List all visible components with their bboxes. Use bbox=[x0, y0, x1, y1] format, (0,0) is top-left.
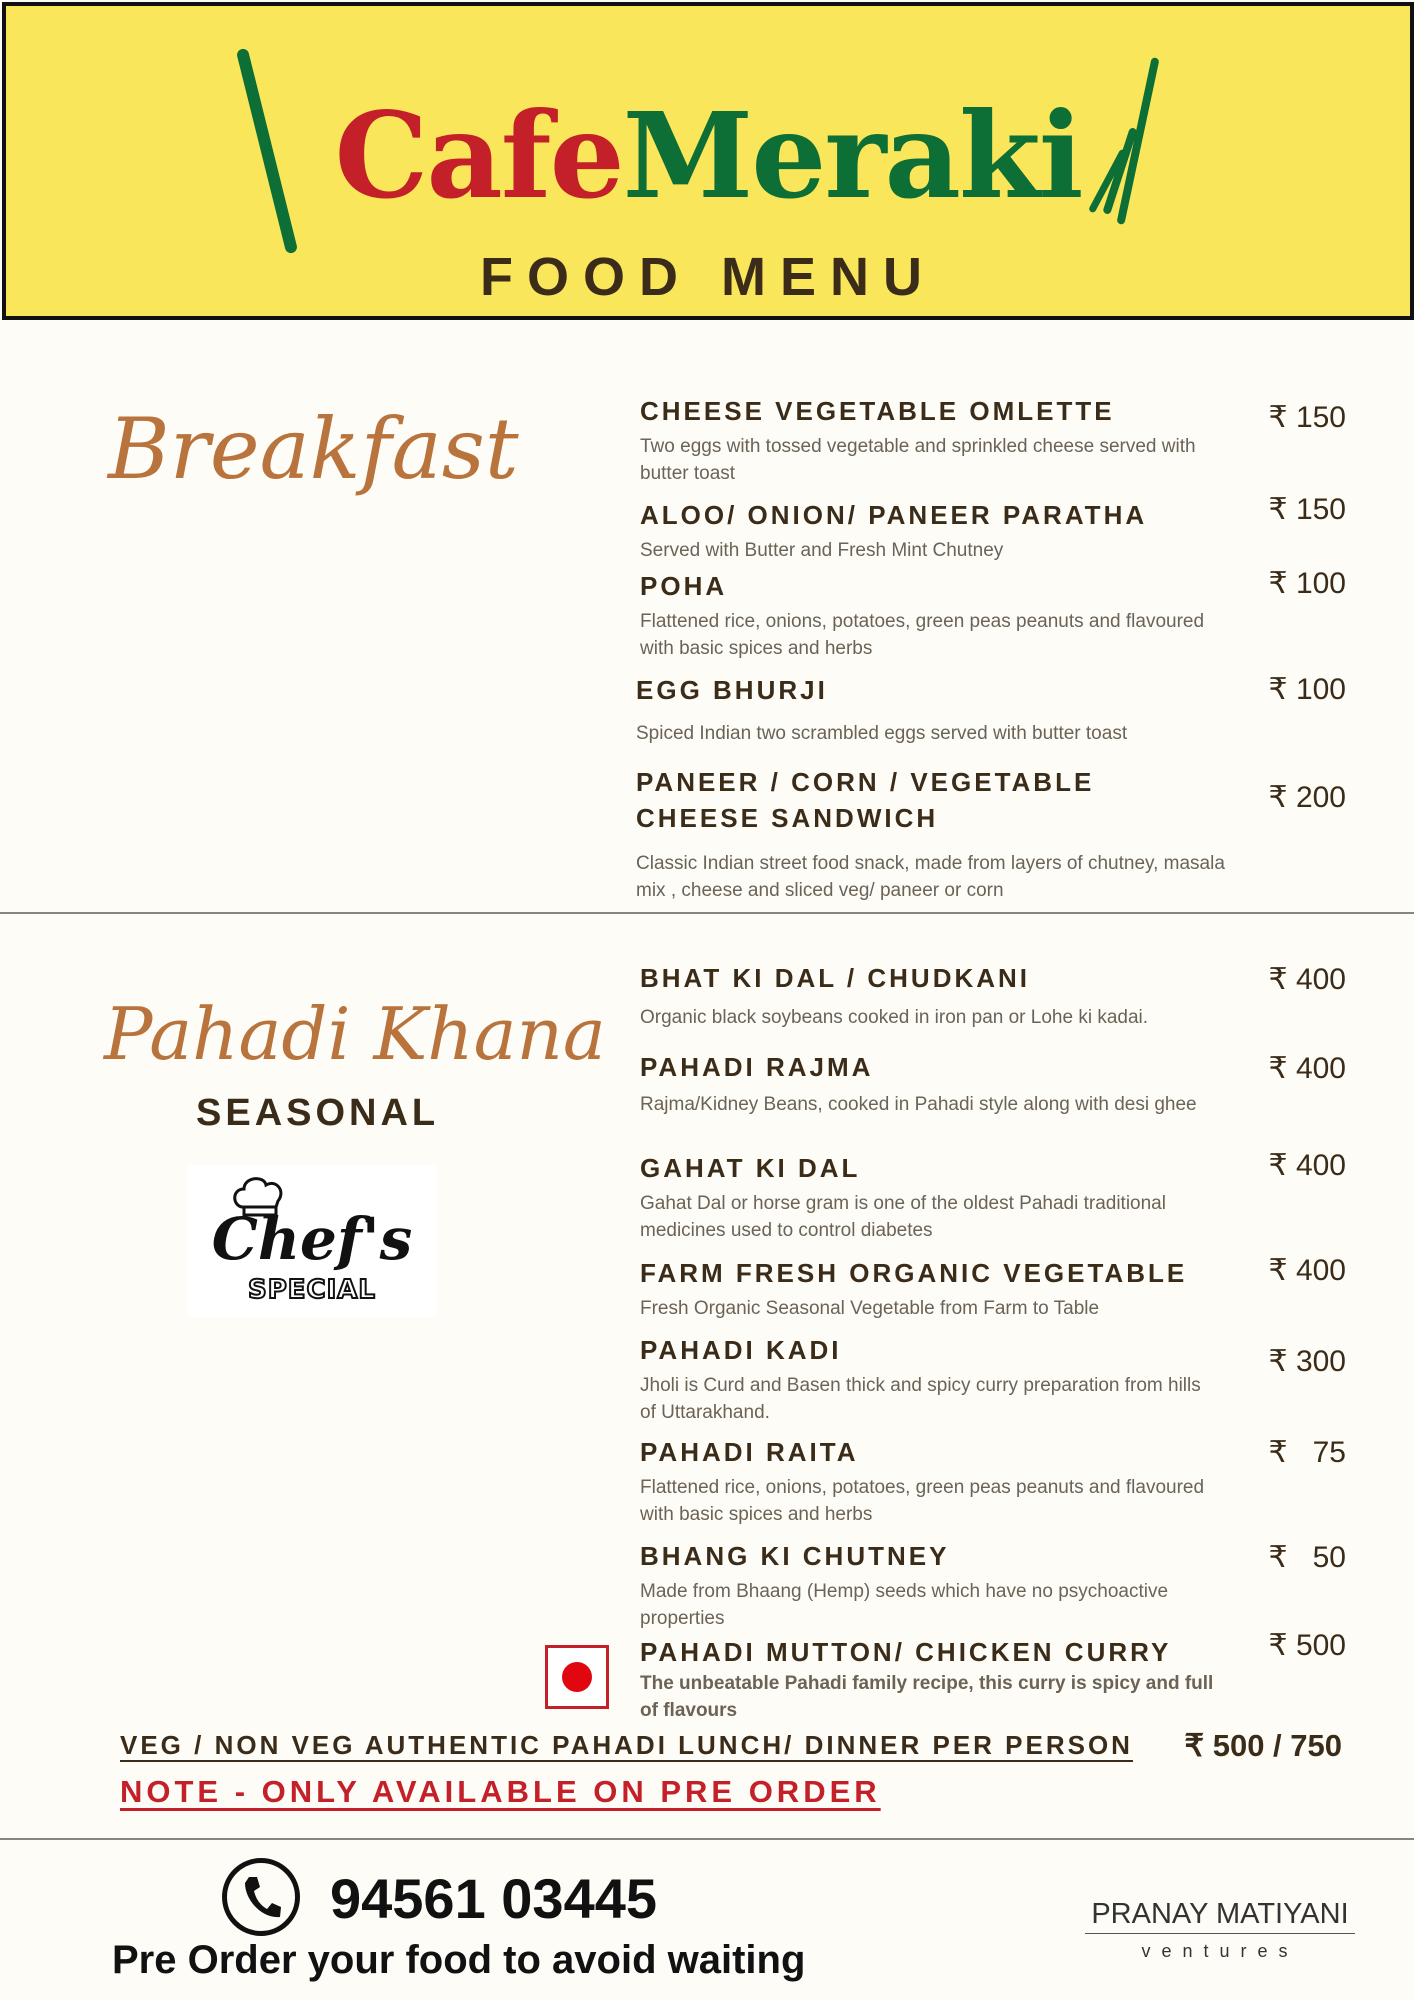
item-price: ₹ 150 bbox=[1268, 401, 1346, 434]
item-description: Organic black soybeans cooked in iron pan or Lohe ki kadai. bbox=[640, 1007, 1149, 1028]
pre-order-note: NOTE - ONLY AVAILABLE ON PRE ORDER bbox=[120, 1774, 881, 1809]
menu-item bbox=[636, 672, 1216, 747]
item-price: ₹ 100 bbox=[1268, 673, 1346, 706]
non-veg-icon bbox=[545, 1645, 609, 1709]
menu-item bbox=[640, 1150, 1220, 1244]
chefs-special-text: Chef's bbox=[211, 1205, 413, 1273]
pre-order-message: Pre Order your food to avoid waiting bbox=[112, 1938, 806, 1982]
menu-item bbox=[640, 960, 1220, 1031]
item-name: EGG BHURJI bbox=[636, 675, 828, 705]
item-price: ₹ 400 bbox=[1268, 1254, 1346, 1287]
logo-cafe: Cafe bbox=[334, 86, 623, 225]
menu-item bbox=[640, 393, 1220, 487]
item-price: ₹ 400 bbox=[1268, 1052, 1346, 1085]
menu-item bbox=[640, 1434, 1220, 1528]
lunch-dinner-offer: VEG / NON VEG AUTHENTIC PAHADI LUNCH/ DINNER PER PERSON bbox=[120, 1730, 1133, 1760]
menu-item bbox=[636, 764, 1236, 904]
menu-item bbox=[640, 497, 1220, 564]
item-price: ₹ 75 bbox=[1268, 1436, 1346, 1469]
menu-item bbox=[640, 1255, 1220, 1322]
item-price: ₹ 200 bbox=[1268, 781, 1346, 814]
item-price: ₹ 100 bbox=[1268, 567, 1346, 600]
item-description: Flattened rice, onions, potatoes, green peas peanuts and flavoured with basic spices and herbs bbox=[640, 1477, 1205, 1525]
menu-item bbox=[640, 1049, 1220, 1118]
item-name: ALOO/ ONION/ PANEER PARATHA bbox=[640, 500, 1148, 530]
item-description: Rajma/Kidney Beans, cooked in Pahadi style along with desi ghee bbox=[640, 1094, 1197, 1115]
menu-item bbox=[640, 1538, 1220, 1632]
item-price: ₹ 50 bbox=[1268, 1541, 1346, 1574]
item-description: Fresh Organic Seasonal Vegetable from Farm to Table bbox=[640, 1298, 1100, 1319]
item-name: PAHADI KADI bbox=[640, 1335, 842, 1365]
chefs-special-subtext: SPECIAL bbox=[248, 1275, 376, 1305]
menu-item bbox=[640, 1332, 1220, 1426]
logo-meraki: Meraki bbox=[622, 86, 1082, 225]
item-name: CHEESE VEGETABLE OMLETTE bbox=[640, 396, 1115, 426]
menu-title: FOOD MENU bbox=[480, 247, 936, 307]
phone-number[interactable]: 94561 03445 bbox=[330, 1867, 658, 1930]
seasonal-label: SEASONAL bbox=[196, 1092, 440, 1134]
item-description: Gahat Dal or horse gram is one of the oldest Pahadi traditional medicines used to control diabetes bbox=[640, 1193, 1166, 1241]
phone-icon bbox=[222, 1858, 300, 1936]
lunch-dinner-price: ₹ 500 / 750 bbox=[1184, 1728, 1342, 1763]
item-description: Jholi is Curd and Basen thick and spicy curry preparation from hills of Uttarakhand. bbox=[640, 1375, 1201, 1423]
brand-name: PRANAY MATIYANI bbox=[1085, 1898, 1355, 1934]
logo-text bbox=[6, 86, 1410, 225]
item-name: FARM FRESH ORGANIC VEGETABLE bbox=[640, 1258, 1188, 1288]
item-price: ₹ 300 bbox=[1268, 1345, 1346, 1378]
item-name: PAHADI RAITA bbox=[640, 1437, 859, 1467]
item-name: GAHAT KI DAL bbox=[640, 1153, 861, 1183]
item-description: Classic Indian street food snack, made from layers of chutney, masala mix , cheese and sliced veg/ paneer or corn bbox=[636, 853, 1225, 901]
item-name: PANEER / CORN / VEGETABLE CHEESE SANDWICH bbox=[636, 767, 1095, 833]
item-description: Served with Butter and Fresh Mint Chutney bbox=[640, 540, 1004, 561]
item-price: ₹ 400 bbox=[1268, 1149, 1346, 1182]
item-description: Spiced Indian two scrambled eggs served with butter toast bbox=[636, 723, 1128, 744]
item-name: POHA bbox=[640, 571, 728, 601]
non-veg-dot bbox=[562, 1662, 592, 1692]
menu-item bbox=[640, 568, 1220, 662]
breakfast-title: Breakfast bbox=[108, 400, 519, 498]
pahadi-khana-title: Pahadi Khana bbox=[104, 992, 606, 1076]
item-price: ₹ 150 bbox=[1268, 493, 1346, 526]
chefs-special-badge bbox=[188, 1165, 436, 1317]
item-description: Two eggs with tossed vegetable and sprinkled cheese served with butter toast bbox=[640, 436, 1196, 484]
menu-item bbox=[640, 1634, 1220, 1724]
item-price: ₹ 400 bbox=[1268, 963, 1346, 996]
item-name: PAHADI MUTTON/ CHICKEN CURRY bbox=[640, 1637, 1172, 1667]
header-banner bbox=[2, 2, 1414, 320]
cafe-meraki-logo bbox=[6, 36, 1410, 236]
footer-divider bbox=[0, 1838, 1414, 1840]
item-name: BHAT KI DAL / CHUDKANI bbox=[640, 963, 1031, 993]
item-description: Made from Bhaang (Hemp) seeds which have no psychoactive properties bbox=[640, 1581, 1169, 1629]
item-price: ₹ 500 bbox=[1268, 1629, 1346, 1662]
item-description: The unbeatable Pahadi family recipe, this curry is spicy and full of flavours bbox=[640, 1673, 1214, 1721]
item-description: Flattened rice, onions, potatoes, green peas peanuts and flavoured with basic spices and herbs bbox=[640, 611, 1205, 659]
section-divider bbox=[0, 912, 1414, 914]
item-name: BHANG KI CHUTNEY bbox=[640, 1541, 950, 1571]
brand-subtitle: ventures bbox=[1141, 1941, 1299, 1961]
item-name: PAHADI RAJMA bbox=[640, 1052, 874, 1082]
